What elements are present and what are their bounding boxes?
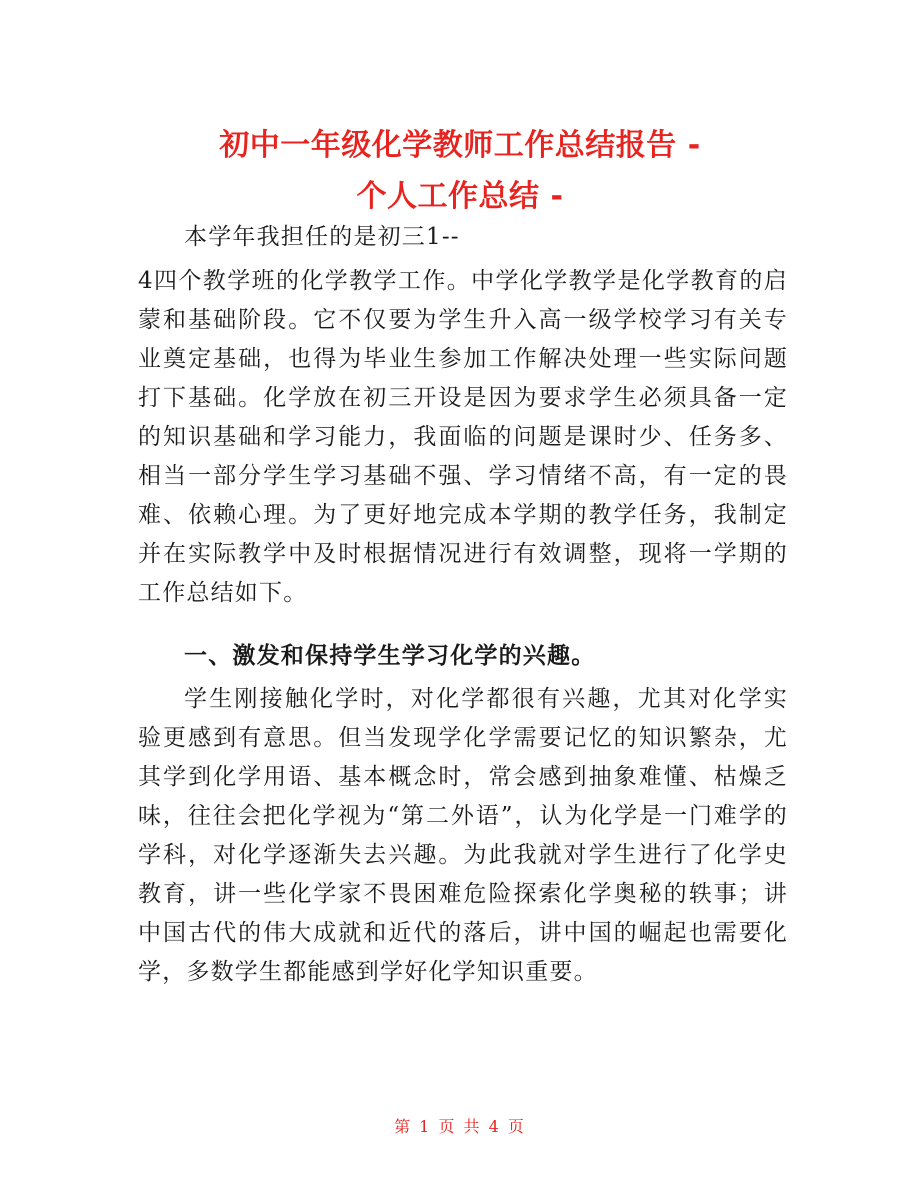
page-number-footer: 第 1 页 共 4 页	[394, 1117, 526, 1136]
document-title-line1: 初中一年级化学教师工作总结报告 -	[219, 128, 701, 163]
intro-paragraph: 4四个教学班的化学教学工作。中学化学教学是化学教育的启蒙和基础阶段。它不仅要为学生升入高一级学校学习有关专业奠定基础，也得为毕业生参加工作解决处理一些实际问题打下基础。化学放在初三开设是因为要求学生必须具备一定的知识基础和学习能力，我面临的问题是课时少、任务多、相当一部分学生学习基础不强、学习情绪不高，有一定的畏难、依赖心理。为了更好地完成本学期的教学任务，我制定并在实际教学中及时根据情况进行有效调整，现将一学期的工作总结如下。	[138, 268, 788, 606]
section-1-paragraph: 学生刚接触化学时，对化学都很有兴趣，尤其对化学实验更感到有意思。但当发现学化学需要记忆的知识繁杂，尤其学到化学用语、基本概念时，常会感到抽象难懂、枯燥乏味，往往会把化学视为“第二外语”，认为化学是一门难学的学科，对化学逐渐失去兴趣。为此我就对学生进行了化学史教育，讲一些化学家不畏困难危险探索化学奥秘的轶事；讲中国古代的伟大成就和近代的落后，讲中国的崛起也需要化学，多数学生都能感到学好化学知识重要。	[138, 686, 788, 985]
intro-first-line: 本学年我担任的是初三1--	[184, 224, 460, 250]
section-heading-1: 一、激发和保持学生学习化学的兴趣。	[184, 642, 596, 669]
document-title-line2: 个人工作总结 -	[356, 179, 564, 214]
